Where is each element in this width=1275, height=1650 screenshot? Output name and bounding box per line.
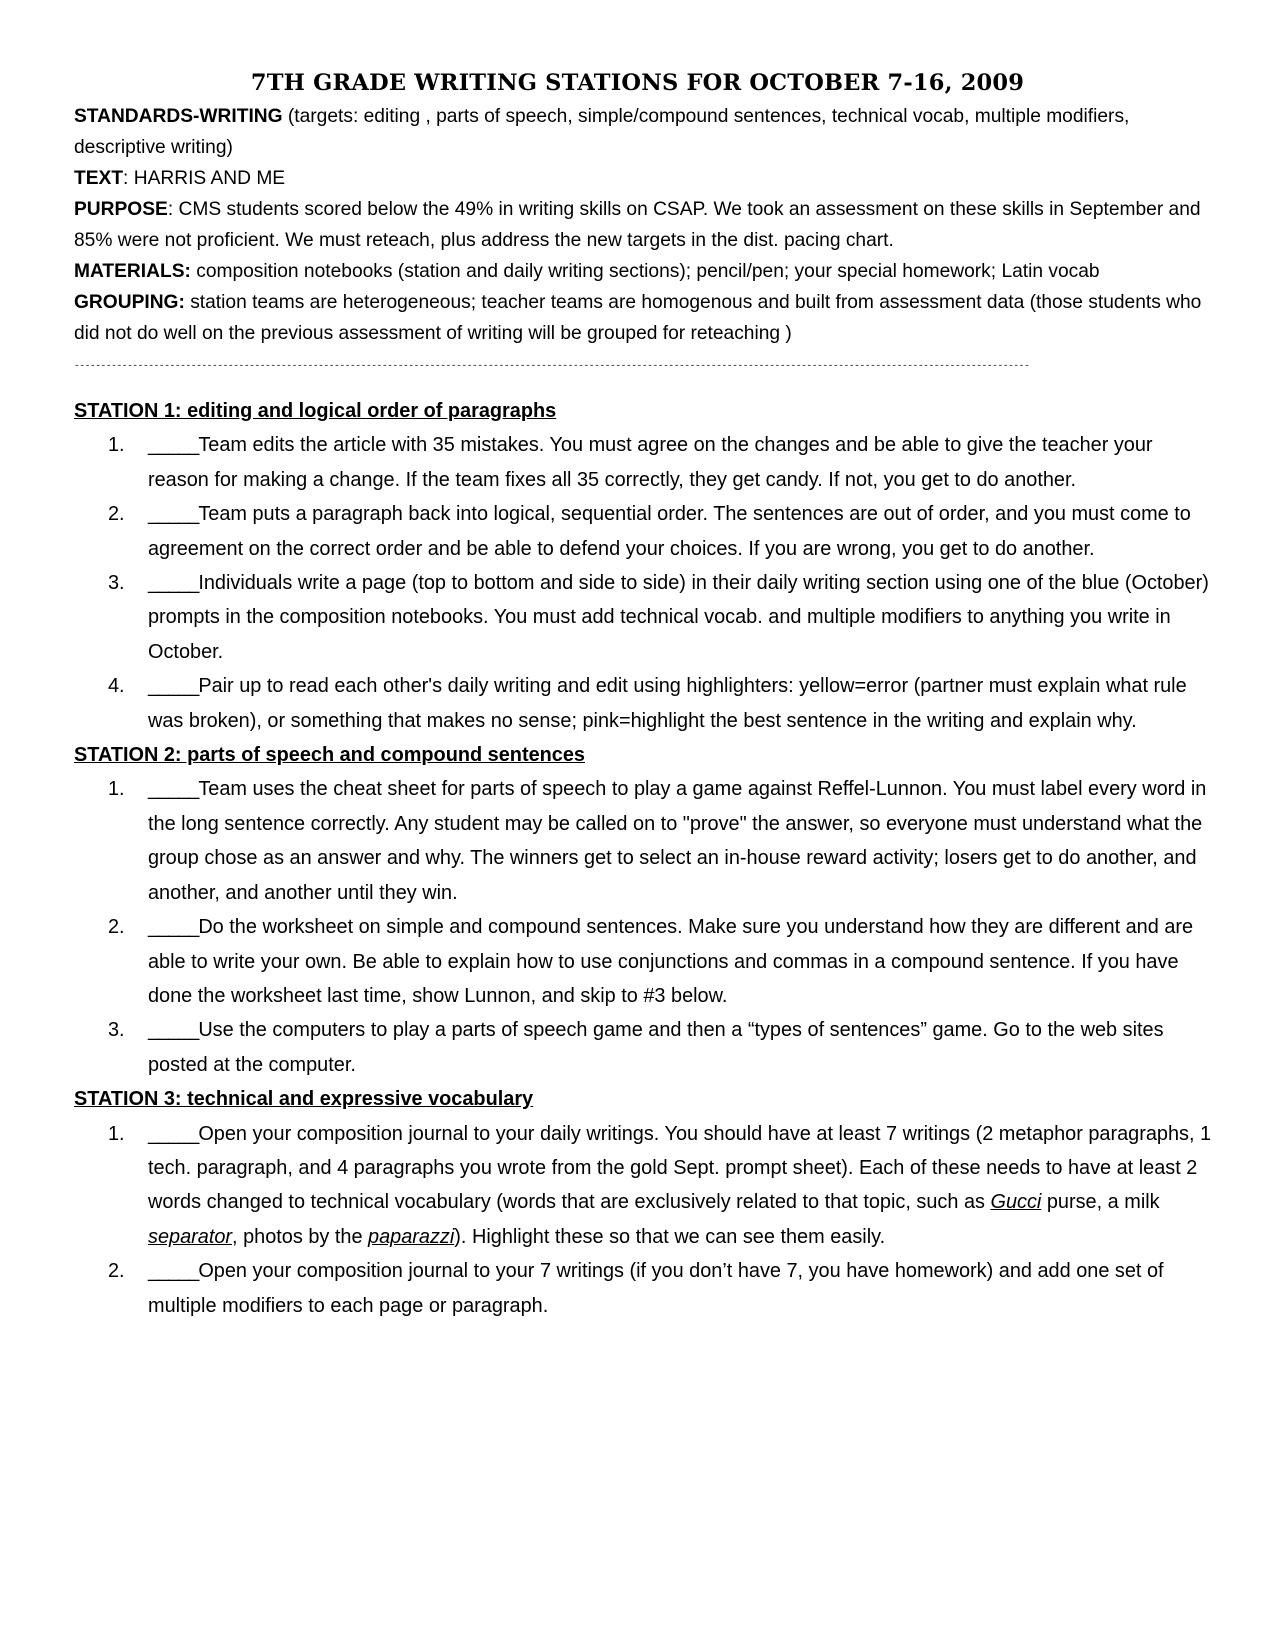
answer-blank: _____ (148, 675, 199, 698)
item-number: 1. (108, 1122, 125, 1145)
item-text: purse, a milk (1041, 1191, 1160, 1214)
header-block (74, 101, 1204, 349)
list-item (74, 1013, 1214, 1082)
item-text: Open your composition journal to your 7 writings (if you don’t have 7, you have homework) and add one set of multiple modifiers to each page or paragraph. (148, 1260, 1164, 1317)
item-text: Team uses the cheat sheet for parts of speech to play a game against Reffel-Lunnon. You must label every word in the long sentence correctly. Any student may be called on to "prove" the answer, so everyone must understand what the group chose as an answer and why. The winners get to select an in-house reward activity; losers get to do another, and another, and another until they win. (148, 778, 1207, 904)
list-item (74, 669, 1214, 738)
grouping-text: station teams are heterogeneous; teacher teams are homogenous and built from assessment data (those students who did not do well on the previous assessment of writing will be grouped for reteaching ) (74, 292, 1202, 344)
vocab-example-separator: separator (148, 1225, 233, 1248)
item-number: 3. (108, 1019, 125, 1042)
text-value: : HARRIS AND ME (123, 168, 286, 189)
station-3-list (74, 1117, 1214, 1323)
answer-blank: _____ (148, 778, 199, 801)
item-text: Use the computers to play a parts of speech game and then a “types of sentences” game. Go to the web sites posted at the computer. (148, 1019, 1164, 1076)
item-text: Open your composition journal to your daily writings. You should have at least 7 writings (2 metaphor paragraphs, 1 tech. paragraph, and 4 paragraphs you wrote from the gold Sept. prompt sheet). Each of these needs to have at least 2 words changed to technical vocabulary (words that are exclusively related to that topic, such as (148, 1122, 1212, 1214)
vocab-example-paparazzi: paparazzi (368, 1225, 455, 1248)
list-item (74, 566, 1214, 669)
list-item (74, 1254, 1214, 1323)
item-number: 2. (108, 503, 125, 526)
purpose-label: PURPOSE (74, 199, 168, 220)
stations-body (74, 394, 1214, 1323)
list-item (74, 910, 1214, 1013)
item-number: 2. (108, 916, 125, 939)
station-2-list (74, 772, 1214, 1082)
purpose-line (74, 194, 1204, 256)
answer-blank: _____ (148, 1019, 199, 1042)
dashed-divider: ------------------------------------------------------------------------------------------------------------------------------------------------------------------------------------ (74, 360, 1030, 371)
standards-line (74, 101, 1204, 163)
page-title: 7TH GRADE WRITING STATIONS FOR OCTOBER 7-16, 2009 (250, 70, 1025, 96)
list-item (74, 772, 1214, 910)
item-number: 1. (108, 778, 125, 801)
item-text: Team edits the article with 35 mistakes. You must agree on the changes and be able to give the teacher your reason for making a change. If the team fixes all 35 correctly, they get candy. If not, you get to do another. (148, 434, 1153, 491)
list-item (74, 1117, 1214, 1255)
item-number: 1. (108, 434, 125, 457)
station-2-heading: STATION 2: parts of speech and compound sentences (74, 744, 585, 767)
list-item (74, 497, 1214, 566)
item-text: Team puts a paragraph back into logical, sequential order. The sentences are out of order, and you must come to agreement on the correct order and be able to defend your choices. If you are wrong, you get to do another. (148, 503, 1191, 560)
standards-label: STANDARDS-WRITING (74, 106, 283, 127)
item-number: 3. (108, 572, 125, 595)
item-text: Do the worksheet on simple and compound sentences. Make sure you understand how they are different and are able to write your own. Be able to explain how to use conjunctions and commas in a compound sentence. If you have done the worksheet last time, show Lunnon, and skip to #3 below. (148, 916, 1194, 1007)
text-label: TEXT (74, 168, 124, 189)
answer-blank: _____ (148, 1122, 199, 1145)
materials-text: composition notebooks (station and daily writing sections); pencil/pen; your special homework; Latin vocab (190, 261, 1100, 282)
materials-label: MATERIALS: (74, 261, 191, 282)
answer-blank: _____ (148, 1260, 199, 1283)
text-line (74, 163, 1204, 194)
answer-blank: _____ (148, 572, 199, 595)
standards-text: (targets: editing , parts of speech, simple/compound sentences, technical vocab, multiple modifiers, descriptive writing) (74, 106, 1130, 158)
item-number: 4. (108, 675, 125, 698)
vocab-example-gucci: Gucci (990, 1191, 1042, 1214)
item-text: ). Highlight these so that we can see them easily. (454, 1225, 886, 1248)
item-number: 2. (108, 1260, 125, 1283)
answer-blank: _____ (148, 434, 199, 457)
answer-blank: _____ (148, 916, 199, 939)
grouping-line (74, 287, 1204, 349)
station-1-list (74, 428, 1214, 738)
item-text: , photos by the (232, 1225, 369, 1248)
item-text: Pair up to read each other's daily writing and edit using highlighters: yellow=error (partner must explain what rule was broken), or something that makes no sense; pink=highlight the best sentence in the writing and explain why. (148, 675, 1187, 732)
materials-line (74, 256, 1204, 287)
station-3-heading: STATION 3: technical and expressive vocabulary (74, 1088, 534, 1111)
list-item (74, 428, 1214, 497)
answer-blank: _____ (148, 503, 199, 526)
purpose-text: : CMS students scored below the 49% in writing skills on CSAP. We took an assessment on these skills in September and 85% were not proficient. We must reteach, plus address the new targets in the dist. pacing chart. (74, 199, 1201, 251)
station-1-heading: STATION 1: editing and logical order of paragraphs (74, 400, 557, 422)
item-text: Individuals write a page (top to bottom and side to side) in their daily writing section using one of the blue (October) prompts in the composition notebooks. You must add technical vocab. and multiple modifiers to anything you write in October. (148, 572, 1209, 663)
grouping-label: GROUPING: (74, 292, 185, 313)
